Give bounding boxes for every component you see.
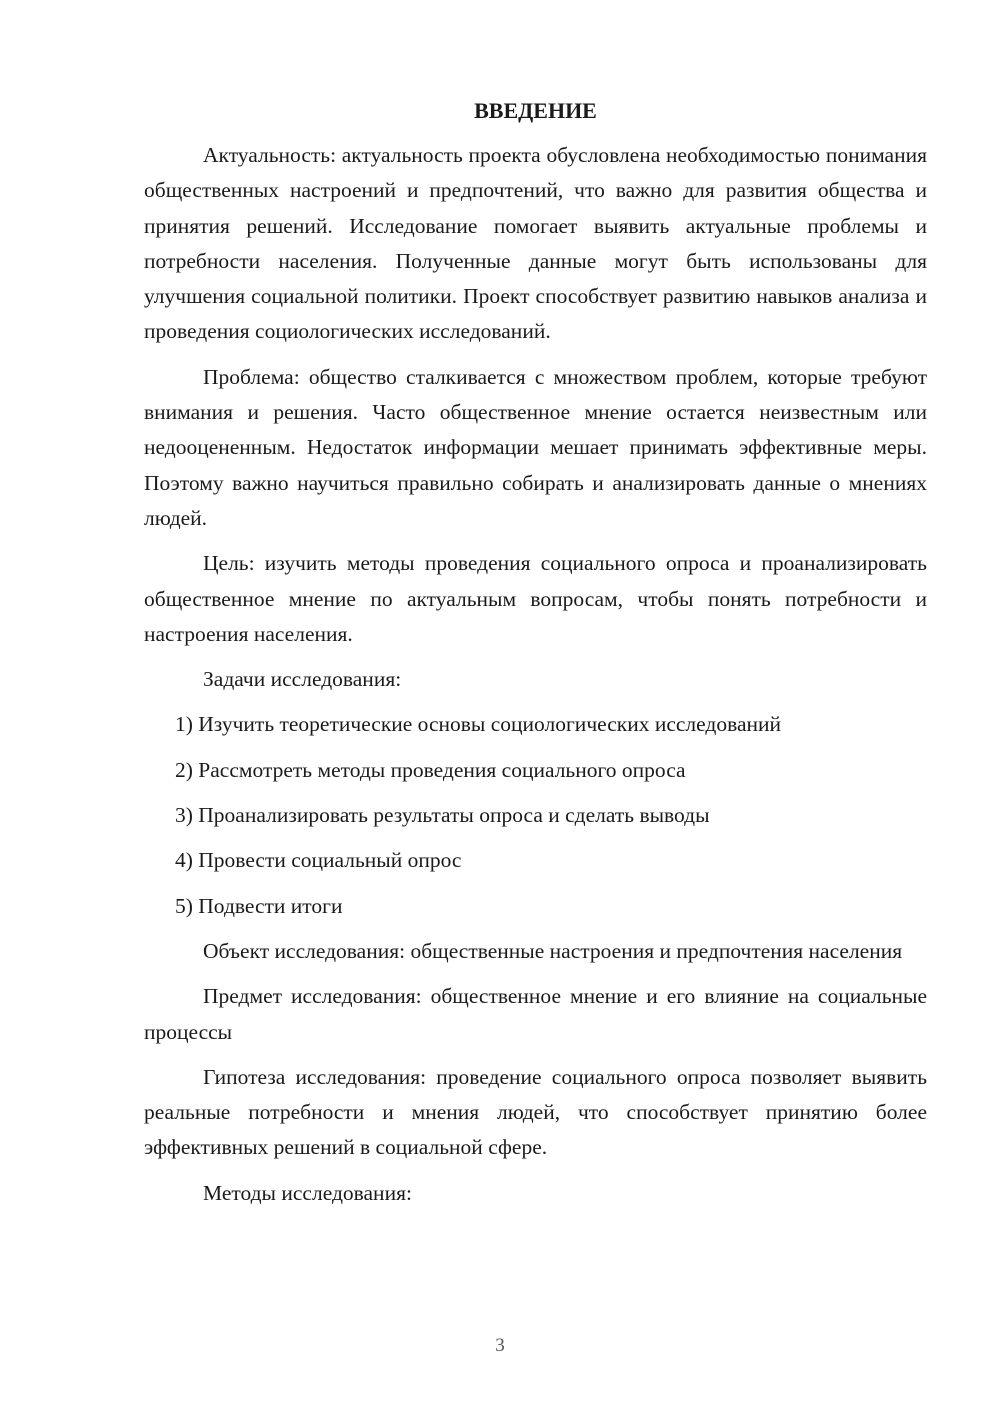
document-page xyxy=(144,96,927,1221)
object-paragraph: Объект исследования: общественные настроения и предпочтения населения xyxy=(203,938,903,963)
list-item: 2) Рассмотреть методы проведения социального опроса xyxy=(175,757,686,782)
relevance-paragraph: Актуальность: актуальность проекта обусловлена необходимостью понимания общественных настроений и предпочтений, что важно для развития общества и принятия решений. Исследование помогает выявить актуальные проблемы и потребности населения. Полученные данные могут быть использованы для улучшения социальной политики. Проект способствует развитию навыков анализа и проведения социологических исследований. xyxy=(144,143,927,344)
goal-paragraph: Цель: изучить методы проведения социального опроса и проанализировать общественное мнение по актуальным вопросам, чтобы понять потребности и настроения населения. xyxy=(144,551,927,646)
list-item: 1) Изучить теоретические основы социологических исследований xyxy=(175,712,782,737)
tasks-list xyxy=(144,707,927,923)
section-title: ВВЕДЕНИЕ xyxy=(474,98,597,123)
methods-heading: Методы исследования: xyxy=(203,1180,412,1205)
subject-paragraph: Предмет исследования: общественное мнение и его влияние на социальные процессы xyxy=(144,984,927,1044)
list-item: 3) Проанализировать результаты опроса и сделать выводы xyxy=(175,803,710,828)
list-item: 5) Подвести итоги xyxy=(175,893,343,918)
list-item: 4) Провести социальный опрос xyxy=(175,848,462,873)
tasks-heading: Задачи исследования: xyxy=(203,667,402,692)
problem-paragraph: Проблема: общество сталкивается с множеством проблем, которые требуют внимания и решения. Часто общественное мнение остается неизвестным или недооцененным. Недостаток информации мешает принимать эффективные меры. Поэтому важно научиться правильно собирать и анализировать данные о мнениях людей. xyxy=(144,364,927,530)
page-number: 3 xyxy=(495,1335,505,1356)
hypothesis-paragraph: Гипотеза исследования: проведение социального опроса позволяет выявить реальные потребности и мнения людей, что способствует принятию более эффективных решений в социальной сфере. xyxy=(144,1064,927,1160)
